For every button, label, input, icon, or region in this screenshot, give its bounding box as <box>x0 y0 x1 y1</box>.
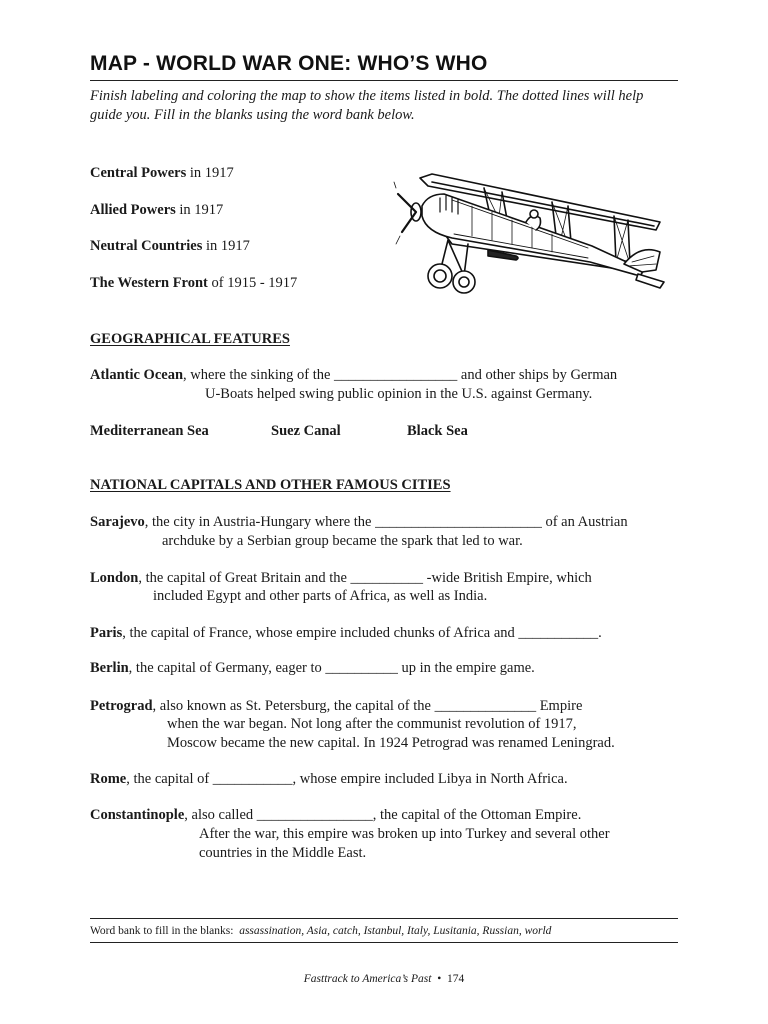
cities-heading: NATIONAL CAPITALS AND OTHER FAMOUS CITIES <box>90 477 451 493</box>
page-title: MAP - WORLD WAR ONE: WHO’S WHO <box>90 52 488 75</box>
word-bank-bottom-rule <box>90 942 678 943</box>
black-sea-label: Black Sea <box>407 423 468 439</box>
word-bank <box>90 925 551 937</box>
city-constantinople-line3: countries in the Middle East. <box>199 845 367 861</box>
title-rule <box>90 80 678 81</box>
city-constantinople: Constantinople, also called ________________, the capital of the Ottoman Empire. <box>90 807 582 823</box>
suez-canal-label: Suez Canal <box>271 423 341 439</box>
city-berlin: Berlin, the capital of Germany, eager to __________ up in the empire game. <box>90 660 535 676</box>
word-bank-words: assassination, Asia, catch, Istanbul, Italy, Lusitania, Russian, world <box>239 925 552 937</box>
footer-book-title: Fasttrack to America’s Past <box>303 973 432 985</box>
map-item-central-powers: Central Powers in 1917 <box>90 165 234 181</box>
city-petrograd-line2: when the war began. Not long after the communist revolution of 1917, <box>167 716 577 732</box>
word-bank-top-rule <box>90 918 678 919</box>
footer-separator: • <box>437 973 442 985</box>
biplane-illustration <box>392 160 668 308</box>
city-petrograd-line3: Moscow became the new capital. In 1924 Petrograd was renamed Leningrad. <box>167 735 615 751</box>
page-footer <box>0 973 768 985</box>
mediterranean-sea-label: Mediterranean Sea <box>90 423 209 439</box>
city-rome: Rome, the capital of ___________, whose empire included Libya in North Africa. <box>90 771 568 787</box>
city-london: London, the capital of Great Britain and the __________ -wide British Empire, which <box>90 570 592 586</box>
map-item-neutral-countries: Neutral Countries in 1917 <box>90 238 250 254</box>
instructions: Finish labeling and coloring the map to show the items listed in bold. The dotted lines will help guide you. Fill in the blanks using the word bank below. <box>90 88 644 123</box>
geo-heading: GEOGRAPHICAL FEATURES <box>90 331 290 347</box>
footer-page-number: 174 <box>446 973 465 985</box>
map-item-western-front: The Western Front of 1915 - 1917 <box>90 275 298 291</box>
city-paris: Paris, the capital of France, whose empire included chunks of Africa and ___________. <box>90 625 602 641</box>
atlantic-ocean-line2: U-Boats helped swing public opinion in the U.S. against Germany. <box>205 386 593 402</box>
city-london-line2: included Egypt and other parts of Africa, as well as India. <box>153 588 488 604</box>
city-petrograd: Petrograd, also known as St. Petersburg, the capital of the ______________ Empire <box>90 698 583 714</box>
atlantic-ocean-item: Atlantic Ocean, where the sinking of the _________________ and other ships by German <box>90 367 618 383</box>
map-item-allied-powers: Allied Powers in 1917 <box>90 202 224 218</box>
city-constantinople-line2: After the war, this empire was broken up into Turkey and several other <box>199 826 610 842</box>
word-bank-label: Word bank to fill in the blanks: <box>90 925 234 937</box>
city-sarajevo: Sarajevo, the city in Austria-Hungary where the _______________________ of an Austrian <box>90 514 628 530</box>
city-sarajevo-line2: archduke by a Serbian group became the spark that led to war. <box>162 533 523 549</box>
